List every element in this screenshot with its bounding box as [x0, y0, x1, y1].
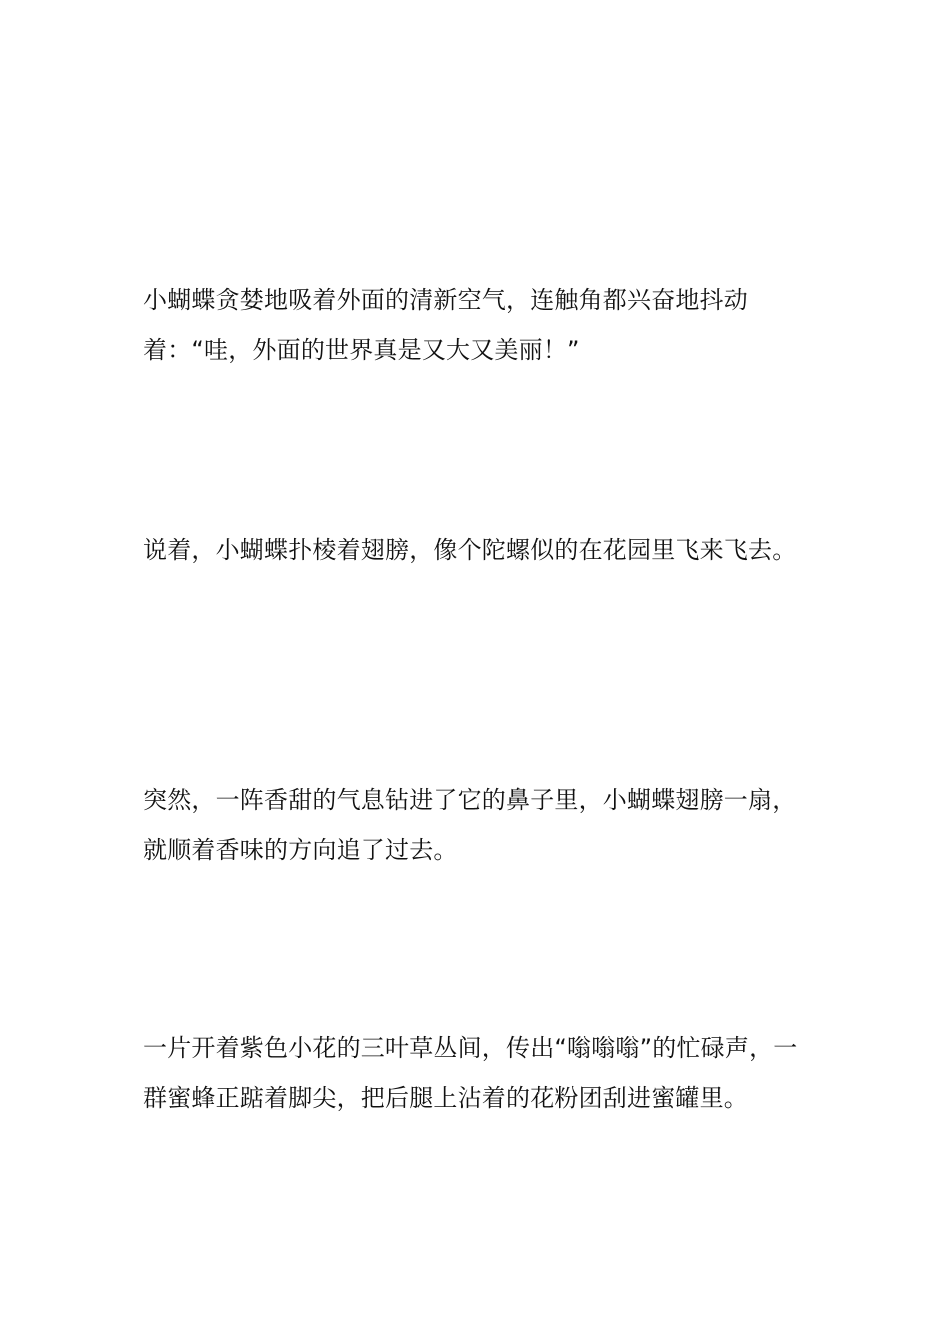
- paragraph-2: 说着，小蝴蝶扑棱着翅膀，像个陀螺似的在花园里飞来飞去。: [143, 536, 797, 564]
- paragraph-3: 突然，一阵香甜的气息钻进了它的鼻子里，小蝴蝶翅膀一扇，就顺着香味的方向追了过去。: [143, 786, 797, 864]
- paragraph-1: 小蝴蝶贪婪地吸着外面的清新空气，连触角都兴奋地抖动着：“哇，外面的世界真是又大又美丽！”: [143, 286, 748, 364]
- paragraph-4: 一片开着紫色小花的三叶草丛间，传出“嗡嗡嗡”的忙碌声，一群蜜蜂正踮着脚尖，把后腿上沾着的花粉团刮进蜜罐里。: [143, 1034, 798, 1112]
